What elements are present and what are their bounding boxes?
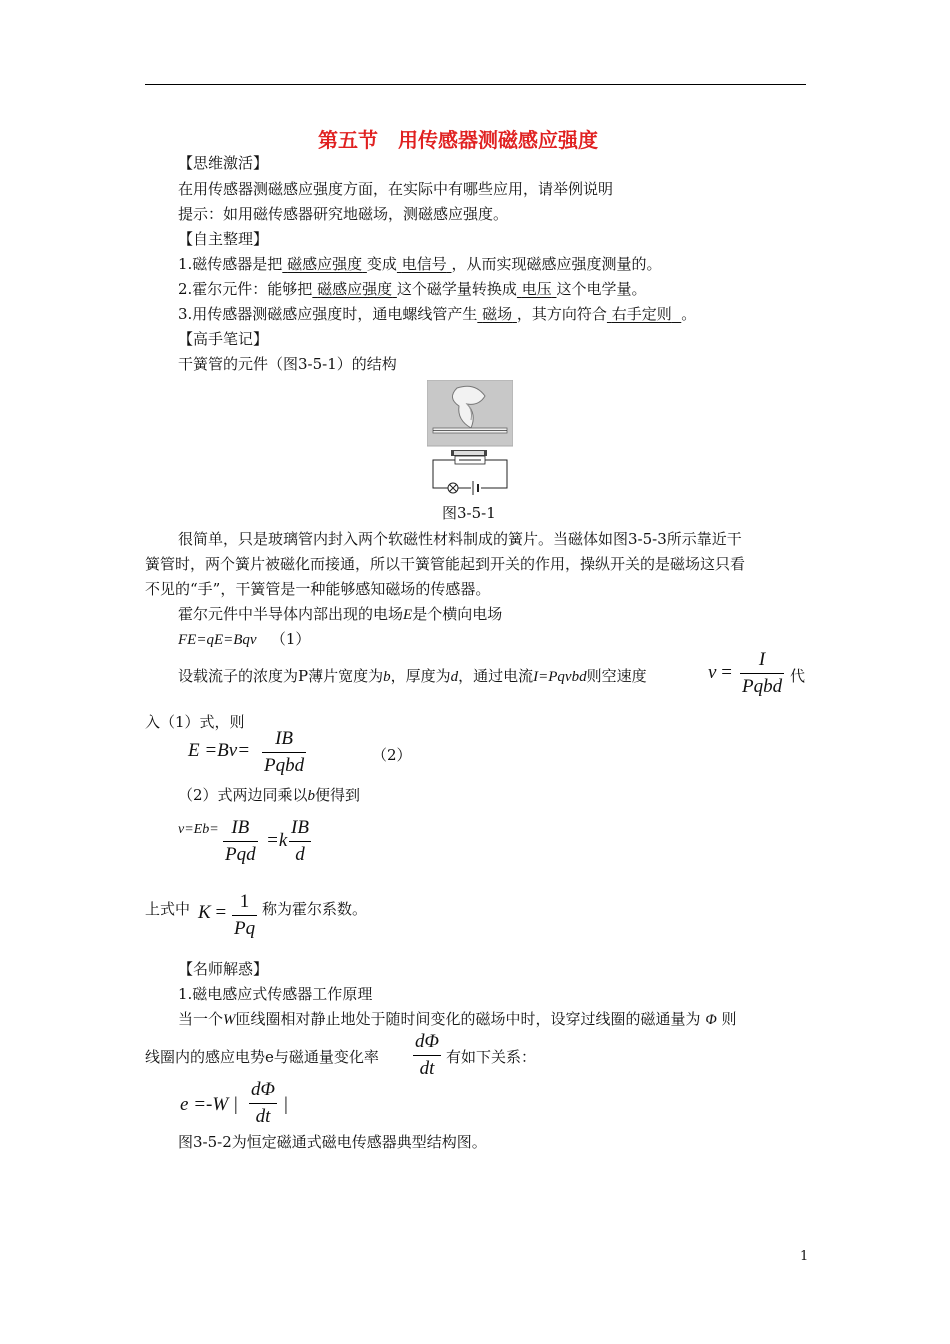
paragraph-carrier-tail: 代 <box>790 667 806 685</box>
section-heading-selfstudy: 【自主整理】 <box>178 230 269 248</box>
paragraph-coil: 当一个W匝线圈相对静止地处于随时间变化的磁场中时，设穿过线圈的磁通量为 Φ 则 <box>178 1010 737 1028</box>
paragraph-emf-b: 有如下关系： <box>446 1048 537 1066</box>
formula-v-fraction: I Pqbd <box>742 649 783 697</box>
paragraph-substitute: 入（1）式，则 <box>145 713 245 731</box>
figure-reed-switch <box>427 380 513 495</box>
paragraph-carrier: 设载流子的浓度为P薄片宽度为b，厚度为d，通过电流I=Pqvbd则空速度 <box>178 667 647 685</box>
formula-E-fraction: IB Pqbd <box>264 728 305 776</box>
paragraph-structure: 图3-5-2为恒定磁通式磁电传感器典型结构图。 <box>178 1133 487 1151</box>
section-heading-thinking: 【思维激活】 <box>178 154 269 172</box>
formula-e-end: | <box>283 1094 289 1115</box>
header-rule <box>145 84 806 85</box>
figure-caption: 图3-5-1 <box>442 504 496 522</box>
equation-1: FE=qE=Bqv （1） <box>178 630 311 648</box>
paragraph-reed-intro: 干簧管的元件（图3-5-1）的结构 <box>178 355 397 373</box>
formula-K-lhs: K = <box>198 902 227 923</box>
paragraph-reed-line3: 不见的“手”，干簧管是一种能够感知磁场的传感器。 <box>145 580 491 598</box>
paragraph-emf-a: 线圈内的感应电势e与磁通量变化率 <box>145 1048 379 1066</box>
paragraph-hall-coeff-a: 上式中 <box>145 900 191 918</box>
paragraph-principle-title: 1.磁电感应式传感器工作原理 <box>178 985 373 1003</box>
formula-E-lhs: E =Bv= <box>188 740 251 761</box>
item-3: 3.用传感器测磁感应强度时，通电螺线管产生 磁场 ，其方向符合 右手定则 。 <box>178 305 697 323</box>
item-1: 1.磁传感器是把 磁感应强度 变成 电信号 ，从而实现磁感应强度测量的。 <box>178 255 662 273</box>
paragraph-hall-field: 霍尔元件中半导体内部出现的电场E是个横向电场 <box>178 605 503 623</box>
formula-e-fraction: dΦ dt <box>251 1079 275 1127</box>
formula-dphi-dt: dΦ dt <box>415 1031 439 1079</box>
paragraph-hall-coeff-b: 称为霍尔系数。 <box>262 900 368 918</box>
section-heading-teacher: 【名师解惑】 <box>178 960 269 978</box>
paragraph-reed-line1: 很简单，只是玻璃管内封入两个软磁性材料制成的簧片。当磁体如图3-5-3所示靠近干 <box>178 530 742 548</box>
formula-vEb-lhs: v=Eb= <box>178 822 219 837</box>
paragraph-reed-line2: 簧管时，两个簧片被磁化而接通，所以干簧管能起到开关的作用，操纵开关的是磁场这只看 <box>145 555 746 573</box>
paragraph-multiply: （2）式两边同乘以b便得到 <box>178 786 361 804</box>
formula-e-lhs: e =-W | <box>180 1094 239 1115</box>
item-2: 2.霍尔元件：能够把 磁感应强度 这个磁学量转换成 电压 这个电学量。 <box>178 280 647 298</box>
formula-K-fraction: 1 Pq <box>234 891 256 939</box>
paragraph-hint: 提示：如用磁传感器研究地磁场，测磁感应强度。 <box>178 205 509 223</box>
section-heading-notes: 【高手笔记】 <box>178 330 269 348</box>
page-number: 1 <box>800 1249 809 1264</box>
paragraph-question: 在用传感器测磁感应强度方面，在实际中有哪些应用，请举例说明 <box>178 180 614 198</box>
formula-vEb-fraction2: IB d <box>291 817 309 865</box>
equation-2-number: （2） <box>372 746 412 764</box>
page-title: 第五节 用传感器测磁感应强度 <box>318 128 598 152</box>
formula-v-lhs: v = <box>708 662 732 683</box>
formula-vEb-fraction1: IB Pqd <box>225 817 256 865</box>
formula-vEb-k: =k <box>266 830 288 851</box>
